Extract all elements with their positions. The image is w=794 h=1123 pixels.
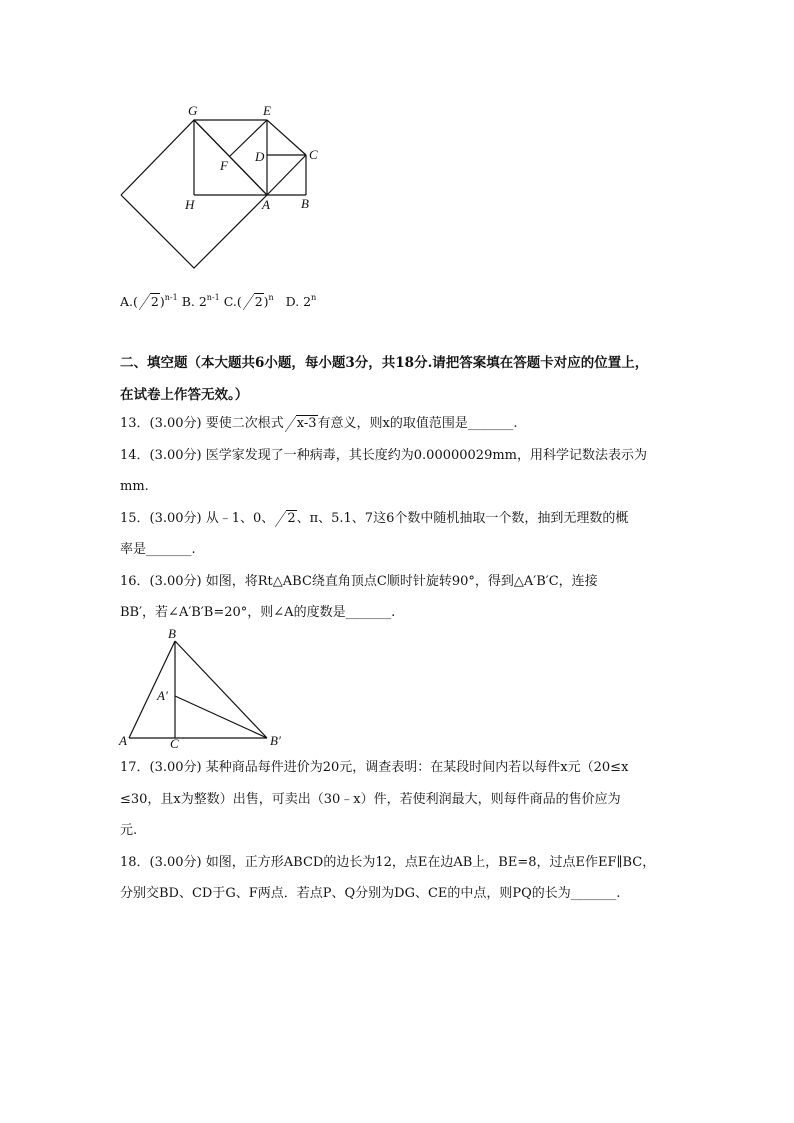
label-E: E <box>263 103 271 118</box>
question-16-cont: BB′，若∠A′B′B=20°，则∠A的度数是_______. <box>120 605 396 620</box>
question-17-cont2: 元. <box>120 823 138 838</box>
label-C: C <box>309 147 318 162</box>
option-d-exponent: n <box>311 293 317 302</box>
question-15-cont: 率是_______. <box>120 542 196 557</box>
label-A: A <box>119 733 127 748</box>
question-15 <box>120 509 628 529</box>
q12-options: A.( 2)$^{n-1}$ B. 2$^{n-1}$ C.( 2)$^n$ D. 2$^n$ <box>120 288 316 312</box>
option-c-radicand: 2 <box>254 294 263 309</box>
question-17-cont: ≤30，且x为整数）出售，可卖出（30﹣x）件，若使利润最大，则每件商品的售价应为 <box>120 792 621 807</box>
sqrt-symbol <box>243 292 264 312</box>
label-G: G <box>188 103 198 118</box>
option-b-exponent: n-1 <box>206 293 220 302</box>
option-a-prefix: A. <box>120 294 134 309</box>
label-F: F <box>220 158 228 173</box>
q13-text-end: 有意义，则x的取值范围是_______. <box>317 416 518 431</box>
question-14: 14．(3.00分) 医学家发现了一种病毒，其长度约为0.00000029mm，用科学记数法表示为 <box>120 448 647 463</box>
figure-squares-diagram <box>110 100 340 275</box>
label-A-prime: A′ <box>157 688 168 703</box>
label-B-prime: B′ <box>270 733 281 748</box>
option-a-exponent: n-1 <box>164 293 178 302</box>
label-B: B <box>301 196 309 211</box>
question-16: 16．(3.00分) 如图，将Rt△ABC绕直角顶点C顺时针旋转90°，得到△A′B′C，连接 <box>120 574 598 589</box>
option-c-prefix: C. <box>223 294 237 309</box>
question-18: 18．(3.00分) 如图，正方形ABCD的边长为12，点E在边AB上，BE=8，过点E作EF∥BC， <box>120 855 656 870</box>
question-18-cont: 分别交BD、CD于G、F两点．若点P、Q分别为DG、CE的中点，则PQ的长为_______. <box>120 886 621 901</box>
sqrt-symbol <box>275 509 296 529</box>
label-B: B <box>168 626 176 641</box>
option-c-exponent: n <box>268 293 274 302</box>
question-14-cont: mm. <box>120 479 149 494</box>
label-A: A <box>262 197 270 212</box>
q13-radicand: x-3 <box>296 416 317 431</box>
label-H: H <box>185 197 195 212</box>
q15-text: 15．(3.00分) 从﹣1、0、 <box>120 511 275 526</box>
figure-triangle-diagram <box>115 624 295 749</box>
sqrt-symbol <box>139 292 160 312</box>
option-a-radicand: 2 <box>150 294 159 309</box>
label-D: D <box>255 149 265 164</box>
section-heading: 二、填空题（本大题共6小题，每小题3分，共18分.请把答案填在答题卡对应的位置上， <box>120 355 649 371</box>
question-13 <box>120 414 518 434</box>
q15-text-end: 、π、5.1、7这6个数中随机抽取一个数，抽到无理数的概 <box>296 511 629 526</box>
section-heading-cont: 在试卷上作答无效。） <box>120 387 249 403</box>
sqrt-symbol <box>285 414 318 434</box>
option-d: D. 2 <box>285 294 312 309</box>
option-b: B. 2 <box>181 294 207 309</box>
figure2-lines <box>129 641 267 738</box>
question-17: 17．(3.00分) 某种商品每件进价为20元，调查表明：在某段时间内若以每件x元（20≤x <box>120 760 629 775</box>
q13-text: 13．(3.00分) 要使二次根式 <box>120 416 284 431</box>
q15-radicand: 2 <box>287 511 296 526</box>
figure-lines <box>121 120 306 268</box>
label-C: C <box>170 736 179 749</box>
